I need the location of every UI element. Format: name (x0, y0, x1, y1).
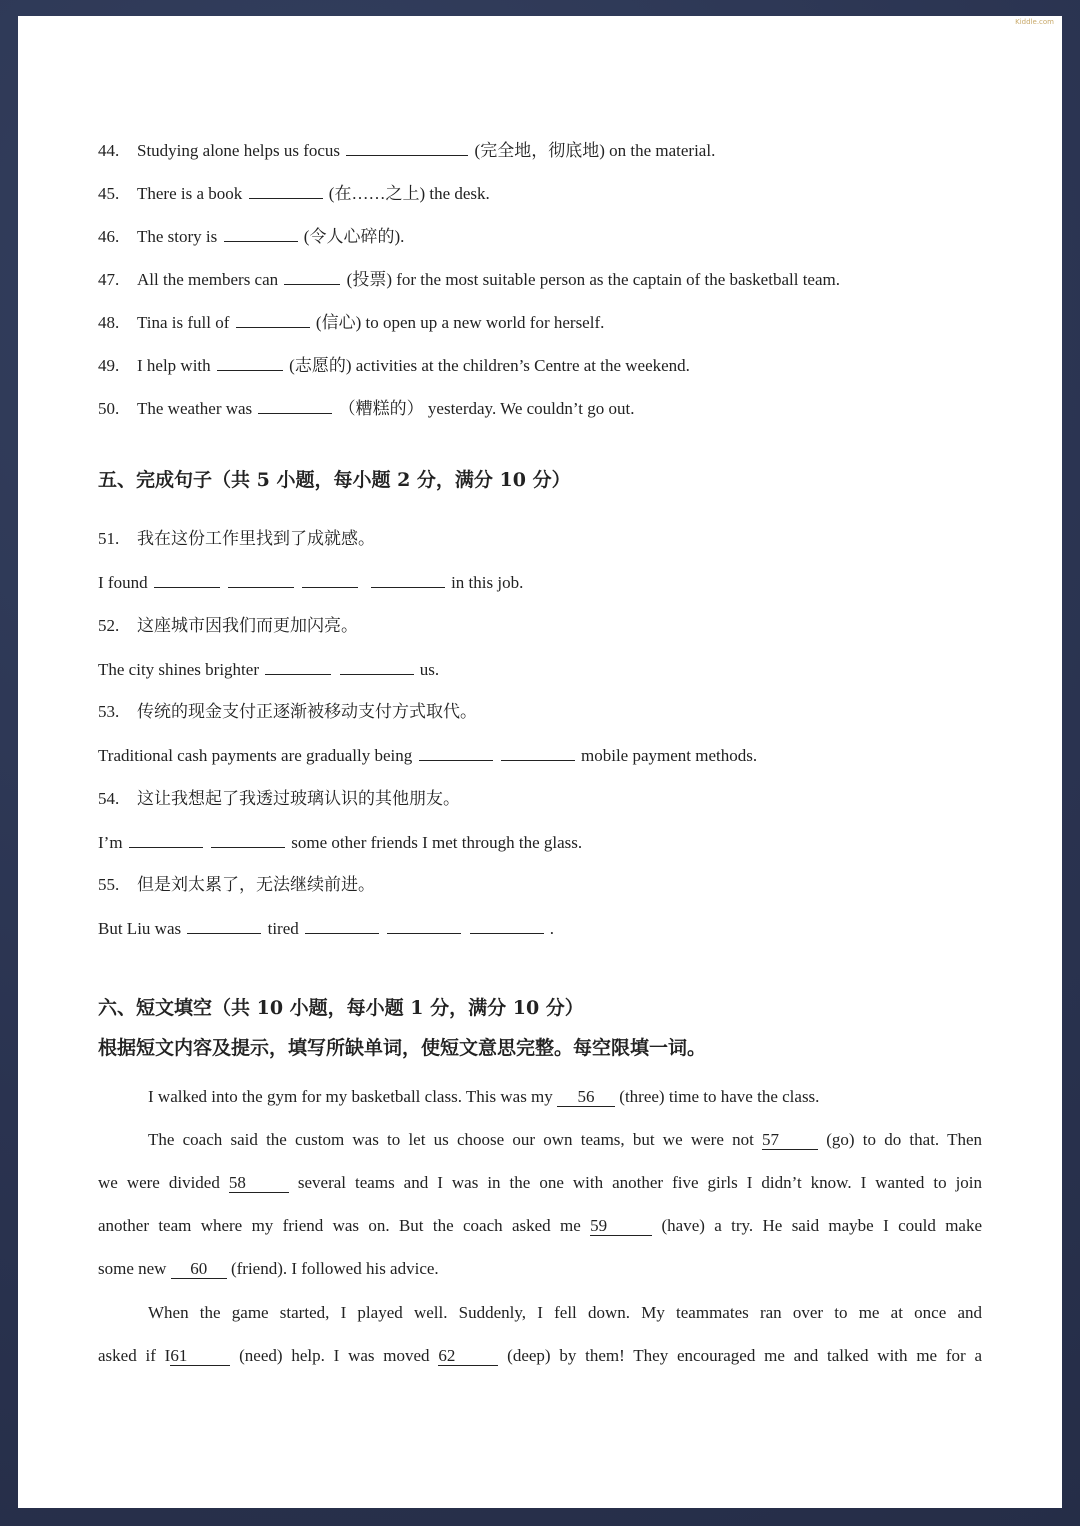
passage-line-5: some new 60 (friend). I followed his advice. (98, 1259, 439, 1278)
question-50: 50. The weather was （糟糕的） yesterday. We couldn’t go out. (98, 399, 635, 418)
section-6-heading: 六、短文填空（共 10 小题，每小题 1 分，满分 10 分） (98, 997, 584, 1019)
section-6-instruction: 根据短文内容及提示，填写所缺单词，使短文意思完整。每空限填一词。 (98, 1037, 707, 1059)
answer-blank[interactable] (501, 745, 575, 761)
question-51-prompt: 51. 我在这份工作里找到了成就感。 (98, 529, 375, 548)
answer-blank[interactable] (249, 183, 323, 199)
answer-blank[interactable] (302, 572, 358, 588)
passage-line-4: another team where my friend was on. But the coach asked me 59 (have) a try. He said maybe I could make (98, 1216, 983, 1235)
answer-blank[interactable] (265, 659, 331, 675)
answer-blank[interactable] (346, 140, 468, 156)
question-44: 44. Studying alone helps us focus (完全地，彻底地) on the material. (98, 141, 716, 160)
blank-61[interactable]: 61 (170, 1346, 230, 1366)
question-55-answer: But Liu was tired . (98, 919, 555, 938)
blank-60[interactable]: 60 (171, 1259, 227, 1279)
question-number: 44. (98, 141, 120, 160)
blank-59[interactable]: 59 (590, 1216, 652, 1236)
answer-blank[interactable] (211, 832, 285, 848)
blank-57[interactable]: 57 (762, 1130, 818, 1150)
question-51-answer: I found in this job. (98, 573, 524, 592)
answer-blank[interactable] (236, 312, 310, 328)
blank-56[interactable]: 56 (557, 1087, 615, 1107)
question-45: 45. There is a book (在……之上) the desk. (98, 184, 490, 203)
answer-blank[interactable] (305, 918, 379, 934)
passage-line-1: I walked into the gym for my basketball class. This was my 56 (three) time to have the class. (148, 1087, 820, 1106)
question-48: 48. Tina is full of (信心) to open up a new world for herself. (98, 313, 605, 332)
answer-blank[interactable] (387, 918, 461, 934)
question-52-answer: The city shines brighter us. (98, 660, 440, 679)
question-53-answer: Traditional cash payments are gradually being mobile payment methods. (98, 746, 758, 765)
question-47: 47. All the members can (投票) for the most suitable person as the captain of the basketball team. (98, 270, 840, 289)
exam-page (18, 16, 1062, 1508)
passage-line-3: we were divided 58 several teams and I was in the one with another five girls I didn’t know. I wanted to join (98, 1173, 983, 1192)
answer-blank[interactable] (224, 226, 298, 242)
answer-blank[interactable] (340, 659, 414, 675)
answer-blank[interactable] (371, 572, 445, 588)
question-46: 46. The story is (令人心碎的). (98, 227, 405, 246)
answer-blank[interactable] (419, 745, 493, 761)
answer-blank[interactable] (187, 918, 261, 934)
answer-blank[interactable] (217, 355, 283, 371)
blank-58[interactable]: 58 (229, 1173, 289, 1193)
passage-line-2: The coach said the custom was to let us choose our own teams, but we were not 57 (go) to do that. Then (148, 1130, 983, 1149)
blank-62[interactable]: 62 (438, 1346, 498, 1366)
answer-blank[interactable] (129, 832, 203, 848)
answer-blank[interactable] (284, 269, 340, 285)
question-49: 49. I help with (志愿的) activities at the children’s Centre at the weekend. (98, 356, 690, 375)
question-55-prompt: 55. 但是刘太累了，无法继续前进。 (98, 875, 375, 894)
answer-blank[interactable] (470, 918, 544, 934)
answer-blank[interactable] (258, 398, 332, 414)
question-53-prompt: 53. 传统的现金支付正逐渐被移动支付方式取代。 (98, 702, 477, 721)
question-52-prompt: 52. 这座城市因我们而更加闪亮。 (98, 616, 358, 635)
answer-blank[interactable] (228, 572, 294, 588)
section-5-heading: 五、完成句子（共 5 小题，每小题 2 分，满分 10 分） (98, 469, 571, 491)
question-54-prompt: 54. 这让我想起了我透过玻璃认识的其他朋友。 (98, 789, 460, 808)
question-54-answer: I’m some other friends I met through the glass. (98, 833, 583, 852)
passage-line-6: When the game started, I played well. Suddenly, I fell down. My teammates ran over to me at once and (148, 1303, 982, 1322)
answer-blank[interactable] (154, 572, 220, 588)
passage-line-7: asked if I61 (need) help. I was moved 62 (deep) by them! They encouraged me and talked with me for a (98, 1346, 983, 1365)
watermark: Kiddle.com (1015, 18, 1054, 26)
